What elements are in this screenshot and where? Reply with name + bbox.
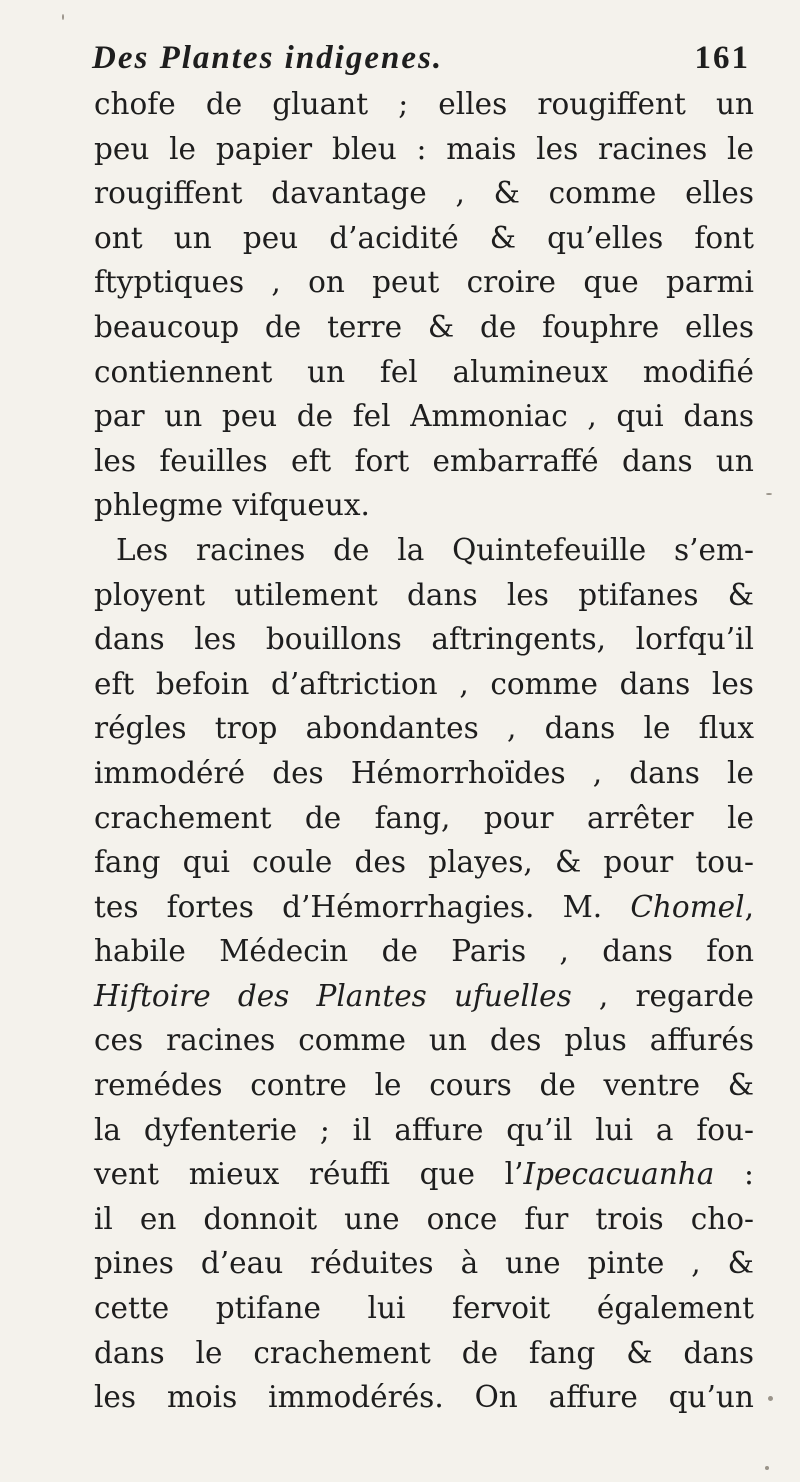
text-line [94,1197,754,1242]
word: & [493,176,520,211]
word: terre [327,309,403,344]
page-number: 161 [694,40,750,76]
word: comme [490,666,599,701]
word: d’aftriction [270,666,438,701]
text-line [94,260,754,305]
word: On [474,1380,518,1415]
word: trop [214,711,278,746]
word: affure [394,1112,484,1147]
word: : [416,131,427,166]
word: cho- [690,1201,754,1236]
text-line [94,127,754,172]
word: immodérés. [268,1380,444,1415]
word: chofe [94,87,176,121]
word: d’eau [200,1246,284,1281]
word: ; [319,1112,330,1147]
word: de [381,934,418,969]
word: modifié [642,354,754,389]
word: & [727,1068,754,1103]
word: dans [94,1335,165,1370]
word: contre [250,1068,347,1103]
word: des [489,1023,542,1058]
word: ufuelles [453,978,572,1013]
text-line [94,305,754,350]
word: le [643,711,671,746]
word: la [94,1112,122,1147]
word: Les [116,532,169,567]
word: , [459,666,469,701]
text-line [94,1018,754,1063]
word: gluant [272,87,369,121]
text-line [94,350,754,395]
word: ptifanes [578,577,699,612]
word: utilement [234,577,378,612]
text-line [94,840,754,885]
word: plus [564,1023,627,1058]
word: Chomel, [630,889,754,924]
word: pinte [587,1246,665,1281]
word: bleu [331,131,397,166]
word: arrêter [586,800,694,835]
word: d’Hémorrhagies. [282,889,535,924]
word: embarraffé [432,443,599,478]
word: peut [372,265,440,300]
word: rougiffent [94,176,243,211]
word: Quintefeuille [452,532,647,567]
word: un [715,443,754,478]
word: elles [685,309,754,344]
word: fang [94,845,161,880]
word: & [489,220,517,255]
word: befoin [155,666,250,701]
paper-speck [766,493,772,495]
word: tou- [695,845,754,880]
text-line [94,1286,754,1331]
word: fouphre [542,309,660,344]
word: croire [466,265,557,300]
word: régles [94,711,187,746]
text-line [94,885,754,930]
word: racines [166,1023,276,1058]
word: ont [94,220,143,255]
word: : [744,1157,754,1192]
word: le [374,1068,402,1103]
word: contiennent [94,354,273,389]
word: de [479,309,517,344]
word: dyfenterie [143,1112,298,1147]
word: ployent [94,577,206,612]
word: les [94,443,137,478]
word: fang [528,1335,596,1370]
word: cours [429,1068,512,1103]
word: en [139,1201,177,1236]
word: affure [548,1380,638,1415]
text-line [94,216,754,261]
word: on [308,265,345,300]
word: a [655,1112,674,1147]
word: de [333,532,370,567]
word: dans [629,755,700,790]
word: regarde [635,978,754,1013]
word: à [460,1246,479,1281]
word: s’em- [674,532,754,567]
word: affurés [649,1023,754,1058]
word: lorfqu’il [635,622,754,657]
word: la [397,532,425,567]
word: tes [94,889,139,924]
word: aftringents, [431,622,607,657]
word: dans [602,934,673,969]
word: remédes [94,1068,223,1103]
text-line [94,1375,754,1420]
word: un [307,354,346,389]
text-line [94,706,754,751]
word: abondantes [305,711,479,746]
word: , [592,755,603,790]
word: de [539,1068,576,1103]
paper-speck [765,1466,769,1470]
word: de [304,800,342,835]
text-line [94,974,754,1019]
word: de [296,399,334,434]
word: dans [407,577,478,612]
word: Plantes [316,978,427,1013]
word: fur [524,1201,569,1236]
word: cette [94,1291,170,1326]
word: fel [379,354,418,389]
text-line [94,1331,754,1376]
word: & [626,1335,653,1370]
word: crachement [94,800,272,835]
word: lui [367,1291,406,1326]
running-head-title: Des Plantes indigenes. [92,40,444,76]
word: que [583,265,639,300]
text-line [94,796,754,841]
paper-speck [768,1396,773,1401]
word: peu [94,131,150,166]
word: once [426,1201,498,1236]
word: un [164,399,203,434]
word: coule [252,845,333,880]
word: les [194,622,237,657]
word: & [554,845,582,880]
word: mieux [188,1157,280,1192]
word: comme [298,1023,406,1058]
word: Hiftoire [94,978,211,1013]
word: pour [603,845,674,880]
word: alumineux [452,354,609,389]
text-line [94,617,754,662]
word: fervoit [452,1291,551,1326]
text-line [94,751,754,796]
word: fort [354,443,410,478]
word: fou- [696,1112,754,1147]
text-line [94,82,754,127]
text-line [94,662,754,707]
word: le [727,755,754,790]
word: des [272,755,324,790]
word: habile [94,934,186,969]
word: peu [242,220,299,255]
word: le [727,800,754,835]
word: Ammoniac [410,399,568,434]
word: fel [352,399,391,434]
word: fortes [166,889,254,924]
word: qui [616,399,664,434]
word: rougiffent [537,87,686,121]
word: de [264,309,302,344]
word: eft [94,666,135,701]
text-line [94,394,754,439]
word: font [694,220,754,255]
word: Hémorrhoïdes [350,755,566,790]
word: l’Ipecacuanha [504,1157,715,1192]
word: playes, [428,845,533,880]
word: peu [221,399,278,434]
word: le [169,131,197,166]
word: crachement [253,1335,431,1370]
word: feuilles [159,443,268,478]
word: un [428,1023,467,1058]
word: Paris [451,934,527,969]
word: par [94,399,145,434]
word: pines [94,1246,174,1281]
word: dans [544,711,616,746]
word: vent [94,1157,159,1192]
word: des [354,845,406,880]
text-line [94,171,754,216]
word: également [596,1291,754,1326]
word: qu’elles [547,220,664,255]
word: , [587,399,597,434]
word: mais [446,131,517,166]
running-head [92,40,750,80]
word: dans [619,666,691,701]
text-line [94,1152,754,1197]
text-line [94,1241,754,1286]
text-line [94,439,754,484]
text-line [94,929,754,974]
word: bouillons [265,622,402,657]
word: & [427,309,455,344]
word: , [507,711,517,746]
text-line [94,573,754,618]
word: les [711,666,754,701]
word: dans [683,399,754,434]
word: de [461,1335,499,1370]
word: qui [182,845,230,880]
word: mois [166,1380,238,1415]
word: & [727,577,754,612]
word: donnoit [203,1201,318,1236]
word: lui [595,1112,634,1147]
word: dans [621,443,693,478]
word: qu’un [668,1380,754,1415]
word: , [559,934,569,969]
word: ptifane [215,1291,321,1326]
word: eft [290,443,332,478]
word: les [506,577,549,612]
body-text [94,82,754,1420]
word: dans [94,622,165,657]
word: beaucoup [94,309,240,344]
text-line [94,1063,754,1108]
word: que [419,1157,475,1192]
word: il [352,1112,372,1147]
text-line [94,1108,754,1153]
word: fang, [374,800,451,835]
word: un [715,87,754,121]
word: qu’il [506,1112,573,1147]
word: davantage [271,176,427,211]
word: le [727,131,754,166]
word: , [455,176,465,211]
word: immodéré [94,755,246,790]
word: , [691,1246,701,1281]
word: réuffi [308,1157,390,1192]
word: racines [196,532,306,567]
word: flux [698,711,754,746]
word: papier [215,131,313,166]
word: les [94,1380,137,1415]
word: le [195,1335,223,1370]
word: ventre [603,1068,701,1103]
word: racines [598,131,708,166]
word: elles [685,176,754,211]
word: Médecin [219,934,349,969]
word: pour [483,800,554,835]
paragraph-start-line [94,528,754,573]
word: il [94,1201,113,1236]
word: , [598,978,609,1013]
paper-speck [62,14,64,20]
word: fon [706,934,754,969]
word: parmi [665,265,754,300]
word: une [344,1201,400,1236]
word: réduites [310,1246,434,1281]
word: , [271,265,281,300]
word: elles [438,87,508,121]
word: ftyptiques [94,265,245,300]
word: d’acidité [329,220,459,255]
word: un [173,220,212,255]
word: & [727,1246,754,1281]
word: de [205,87,243,121]
word: trois [595,1201,664,1236]
word: des [237,978,290,1013]
word: ; [398,87,409,121]
word: une [505,1246,561,1281]
word: dans [683,1335,754,1370]
text-line: phlegme vifqueux. [94,488,370,523]
word: M. [562,889,603,924]
word: les [536,131,579,166]
word: comme [548,176,657,211]
word: ces [94,1023,144,1058]
